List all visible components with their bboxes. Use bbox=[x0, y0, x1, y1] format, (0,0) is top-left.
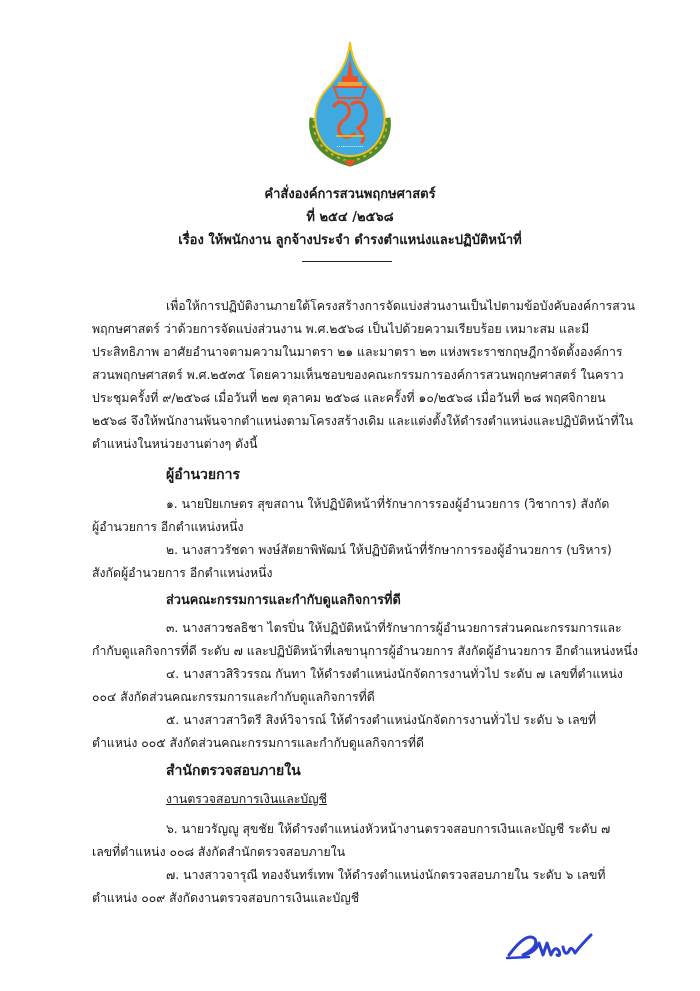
preamble-line: ประสิทธิภาพ อาศัยอำนาจตามความในมาตรา ๒๑ และมาตรา ๒๓ แห่งพระราชกฤษฎีกาจัดตั้งองค์การ bbox=[92, 345, 623, 359]
section-heading-director: ผู้อำนวยการ bbox=[166, 467, 240, 483]
preamble-line: ประชุมครั้งที่ ๙/๒๕๖๘ เมื่อวันที่ ๒๗ ตุลาคม ๒๕๖๘ และครั้งที่ ๑๐/๒๕๖๘ เมื่อวันที่ ๒๘ พฤศจิกายน bbox=[92, 391, 606, 405]
list-item: ๒. นางสาวรัชดา พงษ์สัตยาพิพัฒน์ ให้ปฏิบัติหน้าที่รักษาการรองผู้อำนวยการ (บริหาร) bbox=[166, 543, 612, 557]
signature bbox=[505, 925, 595, 965]
handwritten-signature-icon bbox=[505, 925, 595, 965]
subsection-heading-finance-audit: งานตรวจสอบการเงินและบัญชี bbox=[166, 792, 327, 806]
preamble-line: พฤกษศาสตร์ ว่าด้วยการจัดแบ่งส่วนงาน พ.ศ.๒๕๖๘ เป็นไปด้วยความเรียบร้อย เหมาะสม และมี bbox=[92, 322, 590, 336]
document-title: คำสั่งองค์การสวนพฤกษศาสตร์ bbox=[264, 187, 436, 202]
list-item: ๔. นางสาวสิริวรรณ กันทา ให้ดำรงตำแหน่งนักจัดการงานทั่วไป ระดับ ๗ เลขที่ตำแหน่ง bbox=[166, 667, 623, 681]
order-subject: เรื่อง ให้พนักงาน ลูกจ้างประจำ ดำรงตำแหน่งและปฏิบัติหน้าที่ bbox=[178, 233, 522, 248]
list-item: ๖. นายวรัญญู สุขชัย ให้ดำรงตำแหน่งหัวหน้างานตรวจสอบการเงินและบัญชี ระดับ ๗ bbox=[166, 822, 611, 836]
preamble-line: เพื่อให้การปฏิบัติงานภายใต้โครงสร้างการจัดแบ่งส่วนงานเป็นไปตามข้อบังคับองค์การสวน bbox=[166, 299, 636, 313]
list-item-continuation: ๐๐๔ สังกัดส่วนคณะกรรมการและกำกับดูแลกิจการที่ดี bbox=[92, 690, 375, 704]
list-item: ๑. นายปิยเกษตร สุขสถาน ให้ปฏิบัติหน้าที่รักษาการรองผู้อำนวยการ (วิชาการ) สังกัด bbox=[166, 497, 610, 511]
organization-logo bbox=[300, 40, 400, 170]
list-item: ๓. นางสาวชลธิชา ไตรปิ่น ให้ปฏิบัติหน้าที่รักษาการผู้อำนวยการส่วนคณะกรรมการและ bbox=[166, 621, 622, 635]
section-heading-internal-audit: สำนักตรวจสอบภายใน bbox=[166, 763, 301, 779]
organization-emblem-icon bbox=[300, 40, 400, 170]
list-item-continuation: ตำแหน่ง ๐๐๕ สังกัดส่วนคณะกรรมการและกำกับดูแลกิจการที่ดี bbox=[92, 736, 424, 750]
list-item-continuation: สังกัดผู้อำนวยการ อีกตำแหน่งหนึ่ง bbox=[92, 566, 273, 580]
list-item: ๗. นางสาวจารุณี ทองจันทร์เทพ ให้ดำรงตำแหน่งนักตรวจสอบภายใน ระดับ ๖ เลขที่ bbox=[166, 868, 606, 882]
preamble-line: ตำแหน่งในหน่วยงานต่างๆ ดังนี้ bbox=[92, 437, 258, 451]
preamble-line: สวนพฤกษศาสตร์ พ.ศ.๒๕๓๕ โดยความเห็นชอบของคณะกรรมการองค์การสวนพฤกษศาสตร์ ในคราว bbox=[92, 368, 624, 382]
preamble-line: ๒๕๖๘ จึงให้พนักงานพ้นจากตำแหน่งตามโครงสร้างเดิม และแต่งตั้งให้ดำรงตำแหน่งและปฏิบัติหน้าที่ใน bbox=[92, 414, 634, 428]
list-item-continuation: เลขที่ตำแหน่ง ๐๐๘ สังกัดสำนักตรวจสอบภายใน bbox=[92, 845, 346, 859]
order-number: ที่ ๒๕๔ /๒๕๖๘ bbox=[306, 210, 394, 225]
list-item: ๕. นางสาวสาวิตรี สิงห์วิจารณ์ ให้ดำรงตำแหน่งนักจัดการงานทั่วไป ระดับ ๖ เลขที่ bbox=[166, 713, 597, 727]
list-item-continuation: ผู้อำนวยการ อีกตำแหน่งหนึ่ง bbox=[92, 520, 244, 534]
svg-text:•••••••••••••: ••••••••••••• bbox=[336, 145, 364, 149]
list-item-continuation: กำกับดูแลกิจการที่ดี ระดับ ๗ และปฏิบัติหน้าที่เลขานุการผู้อำนวยการ สังกัดผู้อำนวยการ อีกตำแหน่งหนึ่ง bbox=[92, 644, 638, 658]
section-heading-governance: ส่วนคณะกรรมการและกำกับดูแลกิจการที่ดี bbox=[166, 593, 401, 608]
header-divider bbox=[302, 261, 392, 262]
list-item-continuation: ตำแหน่ง ๐๐๙ สังกัดงานตรวจสอบการเงินและบัญชี bbox=[92, 891, 360, 905]
